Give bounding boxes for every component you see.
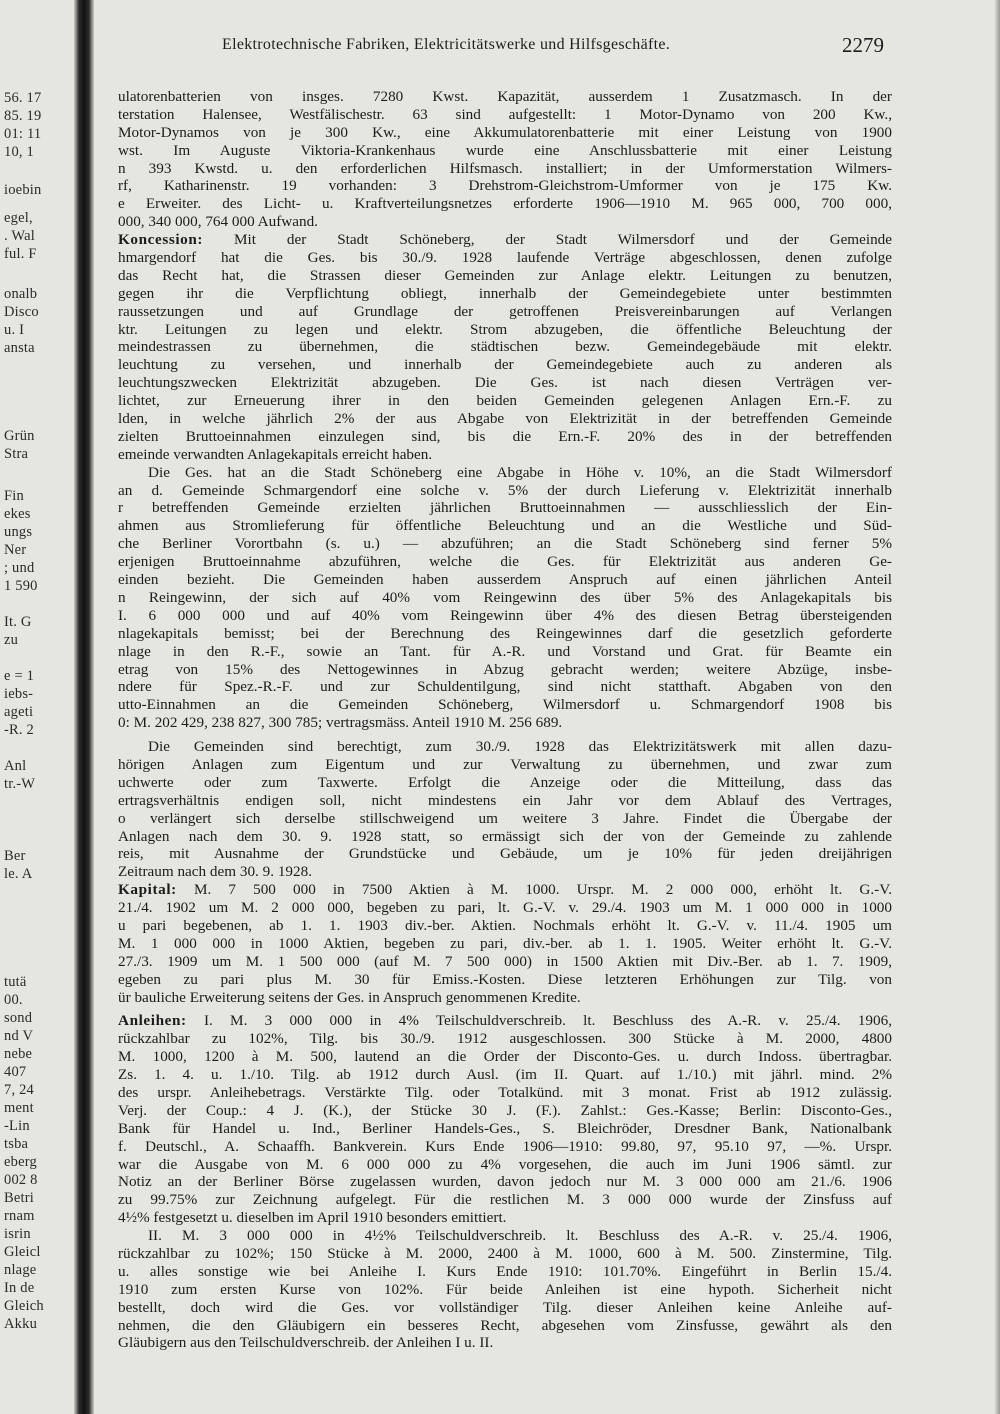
text-line: lichtet, zur Erneuerung ihrer in den beiden Gemeinden gelegenen Anlagen Ern.-F. zu (118, 392, 892, 410)
facing-page-text-fragment: 00. (4, 992, 23, 1008)
text-line: che Berliner Vorortbahn (s. u.) — abzuführen; an die Stadt Schöneberg sind ferner 5% (118, 535, 892, 553)
text-line: ür bauliche Erweiterung seitens der Ges. in Anspruch genommenen Kredite. (118, 988, 581, 1006)
facing-page-text-fragment: Stra (4, 446, 29, 462)
text-line: Gläubigern aus den Teilschuldverschreib. der Anleihen I u. II. (118, 1334, 494, 1352)
text-line: 1910 zum ersten Kurse von 102%. Für beide Anleihen ist eine hypoth. Sicherheit nicht (118, 1280, 892, 1298)
facing-page-text-fragment: iebs- (4, 686, 34, 702)
text-line: u. alles sonstige wie bei Anleihe I. Kurs Ende 1910: 101.70%. Eingeführt in Berlin 15./4. (118, 1262, 892, 1280)
facing-page-text-fragment: tsba (4, 1136, 29, 1152)
text-line: einden bezieht. Die Gemeinden haben ausserdem Anspruch auf einen jährlichen Anteil (118, 571, 892, 589)
facing-page-text-fragment: eberg (4, 1154, 37, 1170)
facing-page-text-fragment: tutä (4, 974, 27, 990)
text-line: r betreffenden Gemeinde erzielten jährlichen Bruttoeinnahmen — ausschliesslich der Ein- (118, 499, 892, 517)
facing-page-text-fragment: ful. F (4, 246, 37, 262)
text-line: meindestrassen zu übernehmen, die städtischen bezw. Gemeindegebäude mit elektr. (118, 338, 892, 356)
facing-page-text-fragment: sond (4, 1010, 33, 1026)
facing-page-text-fragment: 1 590 (4, 578, 38, 594)
text-line: Zs. 1. 4. u. 1./10. Tilg. ab 1912 durch Ausl. (im II. Quart. auf 1./10.) mit jährl. mind. 2% (118, 1066, 892, 1084)
text-line: raussetzungen und auf Grundlage der getroffenen Preisvereinbarungen auf Verlangen (118, 302, 892, 320)
text-line: rückzahlbar zu 102%; 150 Stücke à M. 2000, 2400 à M. 1000, 600 à M. 500. Zinstermine, Tilg. (118, 1245, 892, 1262)
facing-page-text-fragment: 407 (4, 1064, 27, 1080)
text-line: des urspr. Anleihebetrags. Verstärkte Tilg. oder Totalkünd. mit 3 monat. Frist ab 1912 zulässig. (118, 1083, 892, 1101)
section-keyword: Anleihen: (118, 1012, 187, 1030)
facing-page-text-fragment: ment (4, 1100, 34, 1116)
text-line: emeinde verwandten Anlagekapitals erreicht haben. (118, 445, 433, 463)
facing-page-text-fragment: In de (4, 1280, 35, 1296)
text-line: rf, Katharinenstr. 19 vorhanden: 3 Drehstrom-Gleichstrom-Umformer von je 175 Kw. (118, 177, 892, 195)
facing-page-text-fragment: 002 8 (4, 1172, 38, 1188)
text-line: bestellt, doch wird die Ges. vor vollständiger Tilg. dieser Anleihen keine Anleihe auf- (118, 1298, 892, 1316)
page-edge-shadow (994, 0, 1000, 1414)
book-gutter-shadow (74, 0, 94, 1414)
facing-page-text-fragment: -Lin (4, 1118, 30, 1134)
facing-page-text-fragment: Ber (4, 848, 26, 864)
text-line: etrag von 15% des Nettogewinnes in Abzug gebracht werden; weitere Abzüge, insbe- (118, 660, 892, 678)
text-line: 4½% festgesetzt u. dieselben im April 1910 besonders emittiert. (118, 1209, 507, 1227)
facing-page-text-fragment: le. A (4, 866, 33, 882)
text-line: lden, in welche jährlich 2% der aus Abgabe von Elektrizität in der betreffenden Gemeinde (118, 410, 892, 428)
facing-page-text-fragment: 10, 1 (4, 144, 34, 160)
text-line: o verlängert sich derselbe stillschweigend um weitere 3 Jahre. Findet die Übergabe der (118, 809, 892, 827)
section-keyword: Koncession: (118, 231, 204, 249)
text-line: wst. Im Auguste Viktoria-Krankenhaus wurde eine Anschlussbatterie mit einer Leistung (118, 141, 892, 159)
text-line: Zeitraum nach dem 30. 9. 1928. (118, 863, 313, 881)
text-line: zielten Bruttoeinnahmen einzulegen sind, bis die Ern.-F. 20% des in der betreffenden (118, 427, 892, 445)
running-header: Elektrotechnische Fabriken, Elektricitätswerke und Hilfsgeschäfte. (222, 36, 671, 53)
facing-page-text-fragment: Ner (4, 542, 27, 558)
text-line: ulatorenbatterien von insges. 7280 Kwst. Kapazität, ausserdem 1 Zusatzmasch. In der (118, 88, 892, 105)
text-line: 27./3. 1909 um M. 1 500 000 (auf M. 7 500 000) in 1500 Aktien mit Div.-Ber. ab 1. 7. 1909, (118, 952, 892, 970)
text-line: 0: M. 202 429, 238 827, 300 785; vertragsmäss. Anteil 1910 M. 256 689. (118, 714, 563, 732)
facing-page-text-fragment: 85. 19 (4, 108, 42, 124)
text-line: 21./4. 1902 um M. 2 000 000, begeben zu pari, lt. G.-V. v. 29./4. 1903 um M. 1 000 000 in 1000 (118, 899, 892, 917)
text-line: uchwerte oder zum Taxwerte. Erfolgt die Anzeige oder die Mitteilung, dass das (118, 773, 892, 791)
text-line: reis, mit Ausnahme der Grundstücke und Gebäude, um je 10% für jeden dreijährigen (118, 845, 892, 863)
text-line: 000, 340 000, 764 000 Aufwand. (118, 213, 318, 231)
text-line: Verj. der Coup.: 4 J. (K.), der Stücke 30 J. (F.). Zahlst.: Ges.-Kasse; Berlin: Disconto-Ges., (118, 1101, 892, 1119)
facing-page-fragment (0, 82, 80, 1382)
facing-page-text-fragment: 01: 11 (4, 126, 42, 142)
text-line: f. Deutschl., A. Schaaffh. Bankverein. Kurs Ende 1906—1910: 99.80, 97, 95.10 97, —%. Urspr. (118, 1137, 892, 1155)
facing-page-text-fragment: Gleich (4, 1298, 44, 1314)
text-line: an d. Gemeinde Schmargendorf eine solche v. 5% der durch Lieferung v. Elektrizität innerhalb (118, 481, 892, 499)
facing-page-text-fragment: rnam (4, 1208, 35, 1224)
text-line: terstation Halensee, Westfälischestr. 63 sind aufgestellt: 1 Motor-Dynamo von 200 Kw., (118, 105, 892, 123)
facing-page-text-fragment: Fin (4, 488, 24, 504)
facing-page-text-fragment: 7, 24 (4, 1082, 34, 1098)
text-line (118, 1012, 892, 1030)
facing-page-text-fragment: Disco (4, 304, 39, 320)
text-line: Bank für Handel u. Ind., Berliner Handels-Ges., S. Bleichröder, Dresdner Bank, Nationalbank (118, 1119, 892, 1137)
text-line: Die Gemeinden sind berechtigt, zum 30./9. 1928 das Elektrizitätswerk mit allen dazu- (148, 738, 892, 756)
section-keyword: Kapital: (118, 881, 177, 899)
text-line: ertragsverhältnis endigen soll, nicht mindestens ein Jahr vor dem Ablauf des Vertrages, (118, 791, 892, 809)
text-line: ndere für Spez.-R.-F. und zur Schuldentilgung, sind nicht statthaft. Abgaben von den (118, 678, 892, 696)
text-line: hmargendorf hat die Ges. bis 30./9. 1928 laufende Verträge abgeschlossen, denen zufolge (118, 249, 892, 267)
facing-page-text-fragment: 56. 17 (4, 90, 42, 106)
facing-page-text-fragment: ioebin (4, 182, 42, 198)
facing-page-text-fragment: tr.-W (4, 776, 36, 792)
text-line: I. 6 000 000 und auf 40% vom Reingewinn über 4% des diesen Betrag übersteigenden (118, 606, 892, 624)
text-line: nlage in den R.-F., sowie an Tant. für A.-R. und Vorstand und Grat. für Beamte ein (118, 642, 892, 660)
text-line: das Recht hat, die Strassen dieser Gemeinden zur Anlage elektr. Leitungen zu benutzen, (118, 266, 892, 284)
facing-page-text-fragment: Akku (4, 1316, 38, 1332)
facing-page-text-fragment: ageti (4, 704, 34, 720)
text-line-content: I. M. 3 000 000 in 4% Teilschuldverschreib. lt. Beschluss des A.-R. v. 25./4. 1906, (203, 1012, 892, 1030)
text-line: rückzahlbar zu 102%, Tilg. bis 30./9. 1912 ausgeschlossen. 300 Stücke à M. 2000, 4800 (118, 1030, 892, 1048)
facing-page-text-fragment: onalb (4, 286, 38, 302)
facing-page-text-fragment: egel, (4, 210, 33, 226)
facing-page-text-fragment: u. I (4, 322, 25, 338)
text-line: gegen ihr die Verpflichtung obliegt, innerhalb der Gemeindegebiete unter bestimmten (118, 284, 892, 302)
text-line: erjenigen Bruttoeinnahme abzuführen, welche die Ges. für Elektrizität aus anderen Ge- (118, 553, 892, 571)
facing-page-text-fragment: Betri (4, 1190, 34, 1206)
facing-page-text-fragment: Grün (4, 428, 35, 444)
facing-page-text-fragment: nd V (4, 1028, 34, 1044)
text-line: nlagekapitals bemisst; bei der Berechnung des Reingewinnes darf die gesetzlich geforderte (118, 624, 892, 642)
facing-page-text-fragment: ansta (4, 340, 35, 356)
facing-page-text-fragment: ungs (4, 524, 33, 540)
facing-page-text-fragment: . Wal (4, 228, 35, 244)
text-line: M. 1000, 1200 à M. 500, lautend an die Order der Disconto-Ges. u. durch Indoss. übertragbar. (118, 1048, 892, 1066)
facing-page-text-fragment: -R. 2 (4, 722, 34, 738)
article-body (118, 88, 892, 1352)
text-line: e Erweiter. des Licht- u. Kraftverteilungsnetzes erforderte 1906—1910 M. 965 000, 700 000, (118, 195, 892, 213)
text-line: Notiz an der Berliner Börse zugelassen wurden, davon jedoch nur M. 3 000 000 am 21./6. 1906 (118, 1173, 892, 1191)
text-line-content: Mit der Stadt Schöneberg, der Stadt Wilmersdorf und der Gemeinde (234, 231, 892, 249)
text-line: Anlagen nach dem 30. 9. 1928 statt, so ermässigt sich der von der Gemeinde zu zahlende (118, 827, 892, 845)
facing-page-text-fragment: nlage (4, 1262, 37, 1278)
facing-page-text-fragment: nebe (4, 1046, 33, 1062)
text-line: ktr. Leitungen zu legen und elektr. Strom abzugeben, die öffentliche Beleuchtung der (118, 320, 892, 338)
text-line: n 393 Kwstd. u. den erforderlichen Hilfsmasch. installiert; in der Umformerstation Wilmers- (118, 159, 892, 177)
text-line (118, 231, 892, 249)
text-line: n Reingewinn, der sich auf 40% vom Reingewinn des über 5% des Anlagekapitals bis (118, 588, 892, 606)
text-line: Motor-Dynamos von je 300 Kw., eine Akkumulatorenbatterie mit einer Leistung von 1900 (118, 123, 892, 141)
text-line: utto-Einnahmen an die Gemeinden Schöneberg, Wilmersdorf u. Schmargendorf 1908 bis (118, 696, 892, 714)
text-line-content: M. 7 500 000 in 7500 Aktien à M. 1000. Urspr. M. 2 000 000, erhöht lt. G.-V. (193, 881, 892, 899)
facing-page-text-fragment: e = 1 (4, 668, 35, 684)
facing-page-text-fragment: It. G (4, 614, 32, 630)
facing-page-text-fragment: Gleicl (4, 1244, 41, 1260)
facing-page-text-fragment: zu (4, 632, 19, 648)
text-line (118, 881, 892, 899)
text-line: M. 1 000 000 in 1000 Aktien, begeben zu pari, div.-ber. ab 1. 1. 1905. Weiter erhöht lt. G.-V. (118, 934, 892, 952)
facing-page-text-fragment: ekes (4, 506, 31, 522)
facing-page-text-fragment: Anl (4, 758, 27, 774)
text-line: zu 99.75% zur Zeichnung aufgelegt. Für die restlichen M. 3 000 000 wurde der Zinsfuss auf (118, 1191, 892, 1209)
page-number: 2279 (842, 33, 884, 57)
text-line: leuchtungszwecken Elektrizität abzugeben. Die Ges. ist nach diesen Verträgen ver- (118, 374, 892, 392)
text-line: nehmen, die den Gläubigern ein besseres Recht, abgesehen vom Zinsfusse, gewährt als den (118, 1316, 892, 1334)
text-line: ahmen aus Stromlieferung für öffentliche Beleuchtung und an die Westliche und Süd- (118, 517, 892, 535)
text-line: u pari begebenen, ab 1. 1. 1903 div.-ber. Aktien. Nochmals erhöht lt. G.-V. v. 11./4. 1905 um (118, 916, 892, 934)
text-line: Die Ges. hat an die Stadt Schöneberg eine Abgabe in Höhe v. 10%, an die Stadt Wilmersdorf (148, 463, 892, 481)
text-line: hörigen Anlagen zum Eigentum und zur Verwaltung zu übernehmen, und zwar zum (118, 755, 892, 773)
text-line: II. M. 3 000 000 in 4½% Teilschuldverschreib. lt. Beschluss des A.-R. v. 25./4. 1906, (148, 1227, 892, 1245)
text-line: war die Ausgabe von M. 6 000 000 zu 4% vorgesehen, die auch im Juni 1906 sämtl. zur (118, 1155, 892, 1173)
text-line: leuchtung zu versehen, und innerhalb der Gemeindegebiete auch zu anderen als (118, 356, 892, 374)
facing-page-text-fragment: ; und (4, 560, 35, 576)
text-line: egeben zu pari plus M. 30 für Emiss.-Kosten. Diese letzteren Erhöhungen zur Tilg. von (118, 970, 892, 988)
facing-page-text-fragment: isrin (4, 1226, 31, 1242)
